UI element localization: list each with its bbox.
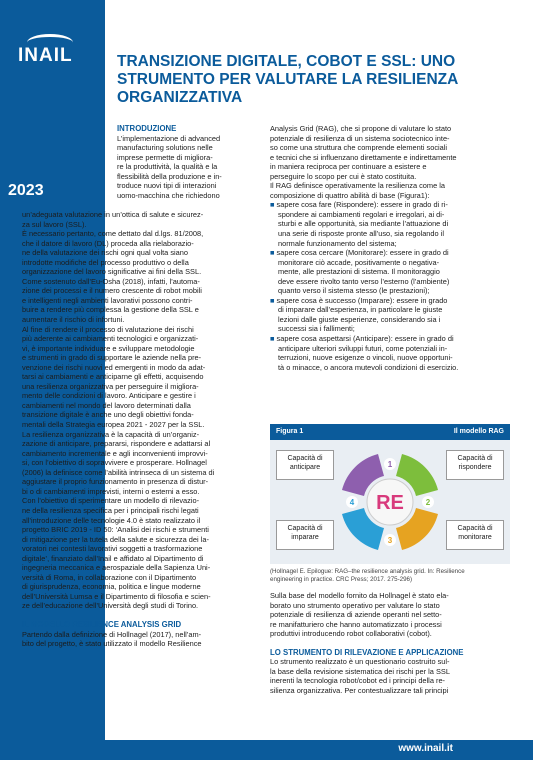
bullet-text: sapere cosa aspettarsi (Anticipare): essere in grado di (276, 334, 454, 344)
bullet-text: mente, alle prestazioni di sistema. Il monitoraggio (278, 267, 440, 277)
box-imparare: Capacità di imparare (276, 520, 334, 550)
body-line: zione dei processi e il numero crescente di robot mobili (22, 286, 202, 296)
body-line: Come sostenuto dall’Eu-Osha (2018), infatti, l’automa- (22, 276, 200, 286)
intro-line: L’implementazione di advanced (117, 133, 221, 143)
body-line: potenziale di resilienza di un sistema sociotecnico inte- (270, 133, 450, 143)
body-line: voratori nei contesti lavorativi soggetti a trasformazione (22, 544, 203, 554)
bullet-text: anticipare ulteriori sviluppi futuri, come potenziali in- (278, 343, 448, 353)
body-line: re manifatturiero che hanno automatizzato i processi (270, 619, 442, 629)
body-line: cambiamenti nel mondo del lavoro determinati dalla (22, 400, 191, 410)
column-1-lines (22, 210, 258, 611)
bullet-line (270, 363, 515, 373)
intro-line: troduce nuovi tipi di interazioni (117, 181, 217, 191)
bullet-text: tà o minacce, o ancora mutevoli condizioni di esercizio. (278, 362, 459, 372)
bullet-text: normale funzionamento del sistema; (278, 238, 397, 248)
body-line: cambiamento incrementale e agli inconvenienti improvvi- (22, 448, 208, 458)
inail-logo: INAIL (18, 45, 73, 66)
bullet-line (270, 277, 515, 287)
bullet-line (270, 296, 515, 306)
body-line: la base della revisione sistematica dei rischi per la SSL (270, 666, 450, 676)
body-line: progetto BRIC 2019 - ID 50: ‘Analisi dei rischi e strumenti (22, 525, 209, 535)
body-line: za sul lavoro (SSL). (22, 219, 87, 229)
tool-lines (270, 657, 515, 695)
number-2: 2 (425, 498, 431, 507)
body-line: introdotte modifiche del processo produttivo o della (22, 257, 189, 267)
bullet-line (270, 239, 515, 249)
body-line: digitale’, finanziato dall’Inail e affidato al Dipartimento di (22, 553, 204, 563)
body-line: produttivi introducendo robot collaborativi (cobot). (270, 629, 432, 639)
column-2-lines (270, 124, 515, 200)
body-line: composizione di quattro abilità di base (Figura1): (270, 190, 430, 200)
intro-lines (117, 134, 257, 201)
bullet-text: deve essere rivolto tanto verso l’esterno (l’ambiente) (278, 276, 450, 286)
bullet-text: una serie di risposte pronte all’uso, sia regolando il (278, 229, 444, 239)
body-line: e intelligenti negli ambienti lavorativi possono contri- (22, 295, 193, 305)
abilities-list (270, 200, 515, 372)
footer-bar (0, 740, 533, 760)
body-line: organizzazione del lavoro significative ai fini della SSL. (22, 267, 202, 277)
bullet-text: sapere cosa fare (Rispondere): essere in grado di ri- (276, 200, 448, 210)
body-line: silienza organizzativa. Per contestualizzare tali principi (270, 685, 449, 695)
body-line: all’introduzione delle tecnologie 4.0 è stato realizzato il (22, 515, 201, 525)
body-line: ne della valutazione dei rischi ogni qual volta siano (22, 248, 188, 258)
body-line: bito del progetto, è stato utilizzato il modello Resilience (22, 639, 202, 649)
bullet-square-icon: ■ (270, 334, 277, 344)
body-line: Lo strumento realizzato è un questionario costruito sul- (270, 657, 450, 667)
number-3: 3 (387, 536, 393, 545)
bullet-line (270, 219, 515, 229)
body-line: e strumenti in grado di supportare le aziende nella pre- (22, 353, 202, 363)
bullet-text: sapere cosa è successo (Imparare): essere in grado (276, 295, 448, 305)
body-line: borato uno strumento operativo per valutare lo stato (270, 600, 440, 610)
box-monitorare: Capacità di monitorare (446, 520, 504, 550)
bullet-text: lezioni dalle giuste esperienze, considerando sia i (278, 314, 441, 324)
number-4: 4 (349, 498, 355, 507)
figure-caption (270, 568, 510, 583)
body-line: È necessario pertanto, come dettato dal d.lgs. 81/2008, (22, 229, 204, 239)
body-line: aggiustare il proprio funzionamento in presenza di distur- (22, 477, 209, 487)
bullet-text: di imparare dall’esperienza, in particolare le giuste (278, 305, 443, 315)
bullet-text: successi sia i fallimenti; (278, 324, 355, 334)
title-line: ORGANIZZATIVA (117, 89, 243, 106)
column-2-lower (270, 591, 515, 695)
bullet-line (270, 305, 515, 315)
body-line: di giurisprudenza, economia, politica e lingue moderne (22, 582, 201, 592)
figure-title: Il modello RAG (453, 428, 504, 435)
body-line: mentali della Strategia europea 2021 - 2027 per la SSL. (22, 420, 205, 430)
body-line: più aderente ai cambiamenti tecnologici e organizzati- (22, 334, 199, 344)
intro-line: imprese permette di migliora- (117, 152, 213, 162)
body-line: in maniera reciproca per continuare a esistere e (270, 162, 427, 172)
intro-line: uomo-macchina che richiedono (117, 190, 220, 200)
body-line: bi o di cambiamenti imprevisti, interni o esterni a esso. (22, 486, 200, 496)
body-line: mento delle condizioni di lavoro. Anticipare e gestire i (22, 391, 196, 401)
body-line: potenziale di resilienza di aziende operanti nel setto- (270, 610, 442, 620)
caption-line: engineering in practice. CRC Press; 2017. 275-296) (270, 575, 413, 583)
number-1: 1 (387, 460, 393, 469)
body-line: un’adeguata valutazione in un’ottica di salute e sicurez- (22, 210, 204, 219)
body-line: ze dell’educazione dell’Università degli studi di Torino. (22, 601, 199, 611)
bullet-line (270, 258, 515, 268)
body-line: La resilienza organizzativa è la capacità di un’organiz- (22, 429, 200, 439)
body-line: si, con l’obiettivo di sopravvivere e prosperare. Hollnagel (22, 458, 207, 468)
bullet-text: sapere cosa cercare (Monitorare): essere in grado di (276, 248, 449, 258)
body-line: Analysis Grid (RAG), che si propone di valutare lo stato (270, 124, 452, 133)
body-line: dell’Università Lumsa e il Dipartimento di filosofia e scien- (22, 591, 211, 601)
body-line: Al fine di rendere il processo di valutazione dei rischi (22, 324, 194, 334)
caption-line: (Hollnagel E. Epilogue: RAG–the resilience analysis grid. In: Resilience (270, 568, 465, 575)
column-1-body (22, 210, 258, 649)
bullet-square-icon: ■ (270, 295, 277, 305)
bullet-text: quanto verso il sistema stesso (le prestazioni); (278, 286, 430, 296)
body-line: Sulla base del modello fornito da Hollnagel è stato ela- (270, 591, 449, 600)
intro-line: manufacturing solutions nelle (117, 143, 213, 153)
bullet-line (270, 229, 515, 239)
body-line: (2006) la definisce come l’abilità intrinseca di un sistema di (22, 467, 215, 477)
body-line: buire a rendere più complessa la gestione della SSL e (22, 305, 199, 315)
body-line: e tecnici che si influenzano direttamente e indirettamente (270, 152, 457, 162)
body-line: tarsi ai cambiamenti e anticiparne gli effetti, acquisendo (22, 372, 204, 382)
bullet-line (270, 200, 515, 210)
body-line: so come una struttura che comprende elementi sociali (270, 143, 448, 153)
bullet-line (270, 353, 515, 363)
intro-heading: INTRODUZIONE (117, 124, 177, 133)
column-2-body (270, 124, 515, 372)
intro-section (117, 124, 257, 200)
page-title (117, 53, 517, 107)
footer-url[interactable]: www.inail.it (398, 743, 453, 754)
body-line: venzione dei rischi nuovi ed emergenti in modo da adat- (22, 362, 206, 372)
bullet-line (270, 344, 515, 354)
box-rispondere: Capacità di rispondere (446, 450, 504, 480)
bullet-text: monitorare ciò accade, positivamente o negativa- (278, 257, 440, 267)
body-line: ne della resilienza specifica per i principali rischi legati (22, 505, 199, 515)
bullet-line (270, 210, 515, 220)
column-2-mid-lines (270, 591, 515, 639)
bullet-square-icon: ■ (270, 248, 277, 258)
intro-line: flessibilità della produzione e in- (117, 171, 222, 181)
body-line: Il RAG definisce operativamente la resilienza come la (270, 181, 445, 191)
title-line: STRUMENTO PER VALUTARE LA RESILIENZA (117, 71, 459, 88)
body-line: transizione digitale è anche uno degli obiettivi fonda- (22, 410, 194, 420)
body-line: perseguire lo scopo per cui è stato costituita. (270, 171, 417, 181)
body-line: Partendo dalla definizione di Hollnagel (2017), nell’am- (22, 629, 202, 639)
body-line: Con l’obiettivo di sperimentare un modello di rilevazio- (22, 496, 200, 506)
figure-label: Figura 1 (276, 428, 304, 435)
bullet-line (270, 334, 515, 344)
figure-header (270, 424, 510, 440)
body-line: vi, è importante individuare e sviluppare metodologie (22, 343, 195, 353)
body-line: ingegneria meccanica e aerospaziale della Sapienza Uni- (22, 563, 211, 573)
body-line: versità di Roma, in collaborazione con il Dipartimento (22, 572, 197, 582)
body-line: inerenti la tecnologia robot/cobot ed i principi della re- (270, 676, 446, 686)
figure-rag-model (270, 424, 510, 564)
box-anticipare: Capacità di anticipare (276, 450, 334, 480)
body-line: aumentare il rischio di infortuni. (22, 315, 125, 325)
title-line: TRANSIZIONE DIGITALE, COBOT E SSL: UNO (117, 53, 456, 70)
bullet-line (270, 315, 515, 325)
body-line: di mitigazione per la tutela della salute e sicurezza dei la- (22, 534, 209, 544)
center-label: RE (376, 492, 404, 514)
bullet-square-icon: ■ (270, 200, 277, 210)
body-line: che il datore di lavoro (DL) proceda alla rielaborazio- (22, 238, 194, 248)
bullet-text: sturbi e alle opportunità, sia mediante l’attuazione di (278, 219, 449, 229)
bullet-line (270, 267, 515, 277)
bullet-line (270, 248, 515, 258)
intro-line: re la produttività, la qualità e la (117, 162, 218, 172)
body-line: zazione di anticipare, prepararsi, rispondere e adattarsi al (22, 439, 211, 449)
bullet-line (270, 324, 515, 334)
bullet-text: spondere ai cambiamenti regolari e irregolari, ai di- (278, 209, 445, 219)
publication-year: 2023 (8, 182, 44, 199)
tool-heading: LO STRUMENTO DI RILEVAZIONE E APPLICAZIONE (270, 647, 464, 657)
bullet-line (270, 286, 515, 296)
rag-heading: IL MODELLO RESILIENCE ANALYSIS GRID (22, 619, 182, 629)
body-line: una resilienza organizzativa per perseguire il migliora- (22, 381, 199, 391)
bullet-text: terruzioni, nuove esigenze o vincoli, nuove opportuni- (278, 353, 453, 363)
rag-lines (22, 630, 258, 649)
